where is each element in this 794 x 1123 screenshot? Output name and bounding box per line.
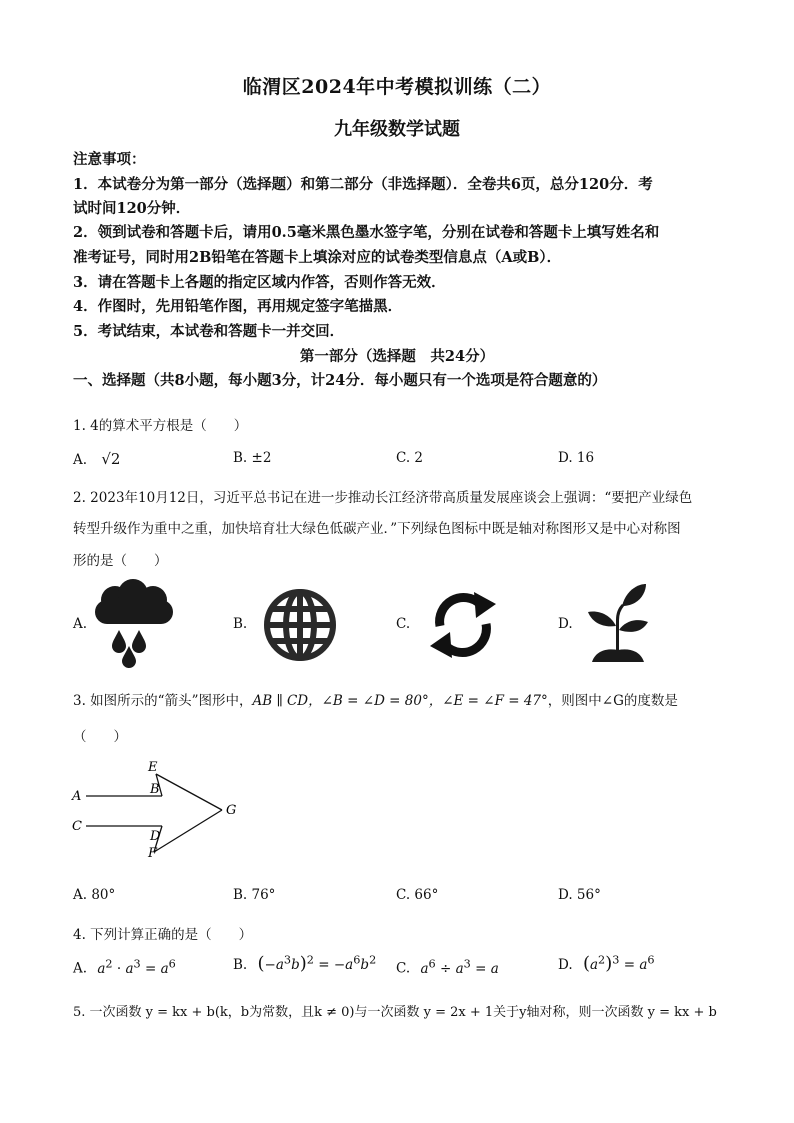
fig-label-b: B bbox=[150, 782, 160, 797]
q4-option-b bbox=[233, 953, 376, 974]
q2-line-1: 2. 2023年10月12日，习近平总书记在进一步推动长江经济带高质量发展座谈会上强调：“要把产业绿色 bbox=[73, 490, 693, 506]
q1-stem: 1. 4的算术平方根是（ ） bbox=[73, 418, 248, 434]
q3-line-1-post: ，则图中∠G的度数是 bbox=[547, 693, 678, 709]
notice-heading: 注意事项： bbox=[73, 151, 146, 168]
q4-stem: 4. 下列计算正确的是（ ） bbox=[73, 927, 253, 943]
q1-option-a-value: √2 bbox=[101, 450, 121, 468]
q2-option-a-label: A. bbox=[73, 616, 88, 632]
q2-line-3: 形的是（ ） bbox=[73, 553, 168, 569]
q3-line-1 bbox=[73, 689, 678, 709]
q3-line-1-pre: 3. 如图所示的“箭头”图形中， bbox=[73, 693, 253, 709]
fig-label-e: E bbox=[148, 760, 158, 775]
notice-line-2: 试时间120分钟． bbox=[73, 200, 191, 217]
q1-option-c: C. 2 bbox=[396, 450, 424, 466]
globe-icon bbox=[262, 587, 338, 663]
q3-option-d: D. 56° bbox=[558, 887, 601, 903]
q2-option-c-label: C. bbox=[396, 616, 411, 632]
part1-heading: 第一部分（选择题 共24分） bbox=[299, 348, 495, 365]
rain-cloud-icon bbox=[93, 578, 175, 668]
q1-option-b: B. ±2 bbox=[233, 450, 272, 466]
sprout-plant-icon bbox=[582, 580, 654, 666]
q3-option-b: B. 76° bbox=[233, 887, 276, 903]
notice-line-1: 1．本试卷分为第一部分（选择题）和第二部分（非选择题）．全卷共6页，总分120分．考 bbox=[73, 176, 653, 193]
q4-option-b-expr: $(-a^3b)^2 = -a^6b^2$ bbox=[257, 953, 377, 974]
exam-title: 临渭区2024年中考模拟训练（二） bbox=[242, 76, 552, 98]
notice-line-7: 5．考试结束，本试卷和答题卡一并交回． bbox=[73, 323, 345, 340]
notice-line-4: 准考证号，同时用2B铅笔在答题卡上填涂对应的试卷类型信息点（A或B）． bbox=[73, 249, 562, 266]
q4-option-a-label: A. bbox=[73, 960, 88, 977]
q4-option-d bbox=[558, 953, 655, 974]
q4-option-a-expr: $a^2 \cdot a^3 = a^6$ bbox=[97, 957, 176, 977]
exam-subtitle: 九年级数学试题 bbox=[334, 119, 460, 140]
q1-option-a-label: A. bbox=[73, 452, 88, 468]
q3-line-1-math: AB ∥ CD，∠B = ∠D = 80°，∠E = ∠F = 47° bbox=[252, 693, 548, 709]
q4-option-a bbox=[73, 957, 176, 977]
fig-label-a: A bbox=[72, 789, 82, 804]
fig-label-c: C bbox=[72, 819, 82, 834]
fig-label-d: D bbox=[150, 829, 161, 844]
q1-option-d: D. 16 bbox=[558, 450, 595, 466]
q4-option-d-expr: $(a^2)^3 = a^6$ bbox=[582, 953, 655, 974]
q2-option-d-label: D. bbox=[558, 616, 573, 632]
q5-line-1: 5. 一次函数 y = kx + b(k，b为常数，且k ≠ 0)与一次函数 y = 2x + 1关于y轴对称，则一次函数 y = kx + b bbox=[73, 1005, 717, 1020]
arrow-figure bbox=[68, 756, 248, 864]
notice-line-3: 2．领到试卷和答题卡后，请用0.5毫米黑色墨水签字笔，分别在试卷和答题卡上填写姓名和 bbox=[73, 224, 660, 241]
q4-option-d-label: D. bbox=[558, 957, 573, 973]
q3-line-2: （ ） bbox=[73, 729, 127, 745]
fig-label-g: G bbox=[226, 803, 237, 818]
fig-label-f: F bbox=[148, 846, 158, 861]
q4-option-b-label: B. bbox=[233, 957, 248, 973]
q2-option-b-label: B. bbox=[233, 616, 248, 632]
q4-option-c-expr: $a^6 \div a^3 = a$ bbox=[420, 957, 499, 977]
q2-line-2: 转型升级作为重中之重，加快培育壮大绿色低碳产业．”下列绿色图标中既是轴对称图形又是中心对称图 bbox=[73, 521, 681, 537]
notice-line-6: 4．作图时，先用铅笔作图，再用规定签字笔描黑． bbox=[73, 298, 403, 315]
q4-option-c bbox=[396, 957, 499, 977]
q3-option-a: A. 80° bbox=[73, 887, 116, 903]
recycle-arrows-icon bbox=[418, 586, 508, 664]
section-heading: 一、选择题（共8小题，每小题3分，计24分．每小题只有一个选项是符合题意的） bbox=[73, 372, 607, 389]
q1-option-a bbox=[73, 450, 120, 468]
notice-line-5: 3．请在答题卡上各题的指定区域内作答，否则作答无效． bbox=[73, 274, 446, 291]
q4-option-c-label: C. bbox=[396, 960, 411, 977]
q3-option-c: C. 66° bbox=[396, 887, 439, 903]
